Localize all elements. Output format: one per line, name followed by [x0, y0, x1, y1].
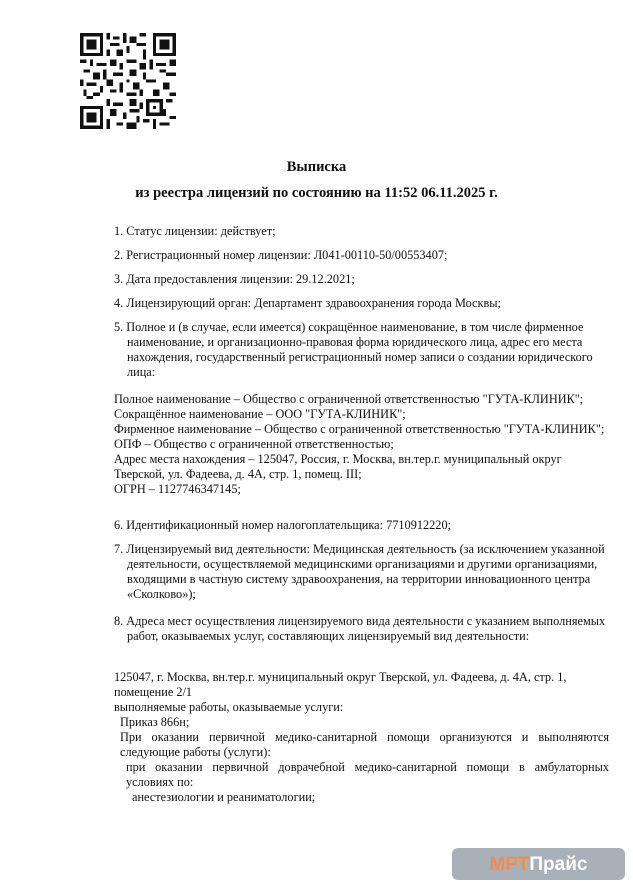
org-address: Адрес места нахождения – 125047, Россия, г. Москва, вн.тер.г. муниципальный округ Тверской, ул. Фадеева, д. 4А, стр. 1, помещ. III;: [114, 452, 562, 481]
item-licensing-authority: 4. Лицензирующий орган: Департамент здравоохранения города Москвы;: [114, 296, 501, 310]
org-ogrn: ОГРН – 1127746347145;: [114, 482, 241, 496]
item-license-status: 1. Статус лицензии: действует;: [114, 224, 276, 238]
order-reference: Приказ 866н;: [120, 715, 190, 729]
org-details: [114, 392, 609, 497]
primary-care-works: При оказании первичной медико-санитарной помощи организуются и выполняются следующие работы (услуги):: [120, 730, 609, 759]
activity-address: 125047, г. Москва, вн.тер.г. муниципальный округ Тверской, ул. Фадеева, д. 4А, стр. 1, помещение 2/1: [114, 670, 567, 699]
document-subtitle: из реестра лицензий по состоянию на 11:52 06.11.2025 г.: [135, 185, 498, 201]
org-legal-form: ОПФ – Общество с ограниченной ответственностью;: [114, 437, 394, 451]
document-title: Выписка: [286, 159, 347, 175]
item-registration-number: 2. Регистрационный номер лицензии: Л041-00110-50/00553407;: [114, 248, 448, 262]
anesthesiology-service: анестезиологии и реаниматологии;: [132, 790, 316, 804]
item-org-name-heading: 5. Полное и (в случае, если имеется) сокращённое наименование, в том числе фирменное наименование, и организационно-правовая форма юридического лица, адрес его места нахождения, государственный регистрационный номер записи о создании юридического лица:: [114, 320, 593, 379]
org-short-name: Сокращённое наименование – ООО "ГУТА-КЛИНИК";: [114, 407, 406, 421]
org-brand-name: Фирменное наименование – Общество с ограниченной ответственностью "ГУТА-КЛИНИК";: [114, 422, 605, 436]
item-inn: 6. Идентификационный номер налогоплательщика: 7710912220;: [114, 518, 452, 532]
works-label: выполняемые работы, оказываемые услуги:: [114, 700, 344, 714]
watermark-part2: Прайс: [529, 853, 588, 875]
item-activity-addresses: 8. Адреса мест осуществления лицензируемого вида деятельности с указанием выполняемых работ, оказываемых услуг, составляющих лицензируемый вид деятельности:: [114, 614, 606, 643]
mrtprice-watermark-logo: [452, 848, 625, 880]
address-block: [114, 670, 609, 805]
item-activity-type: 7. Лицензируемый вид деятельности: Медицинская деятельность (за исключением указанной деятельности, осуществляемой медицинскими организациями и другими организациями, входящими в частную систему здравоохранения, на территории инновационного центра «Сколково»);: [114, 542, 605, 601]
item-grant-date: 3. Дата предоставления лицензии: 29.12.2021;: [114, 272, 355, 286]
pre-doctor-care-works: при оказании первичной доврачебной медико-санитарной помощи в амбулаторных условиях по:: [126, 760, 609, 789]
qr-code-image: [80, 33, 176, 129]
watermark-part1: МРТ: [489, 853, 530, 875]
org-full-name: Полное наименование – Общество с ограниченной ответственностью "ГУТА-КЛИНИК";: [114, 392, 584, 406]
